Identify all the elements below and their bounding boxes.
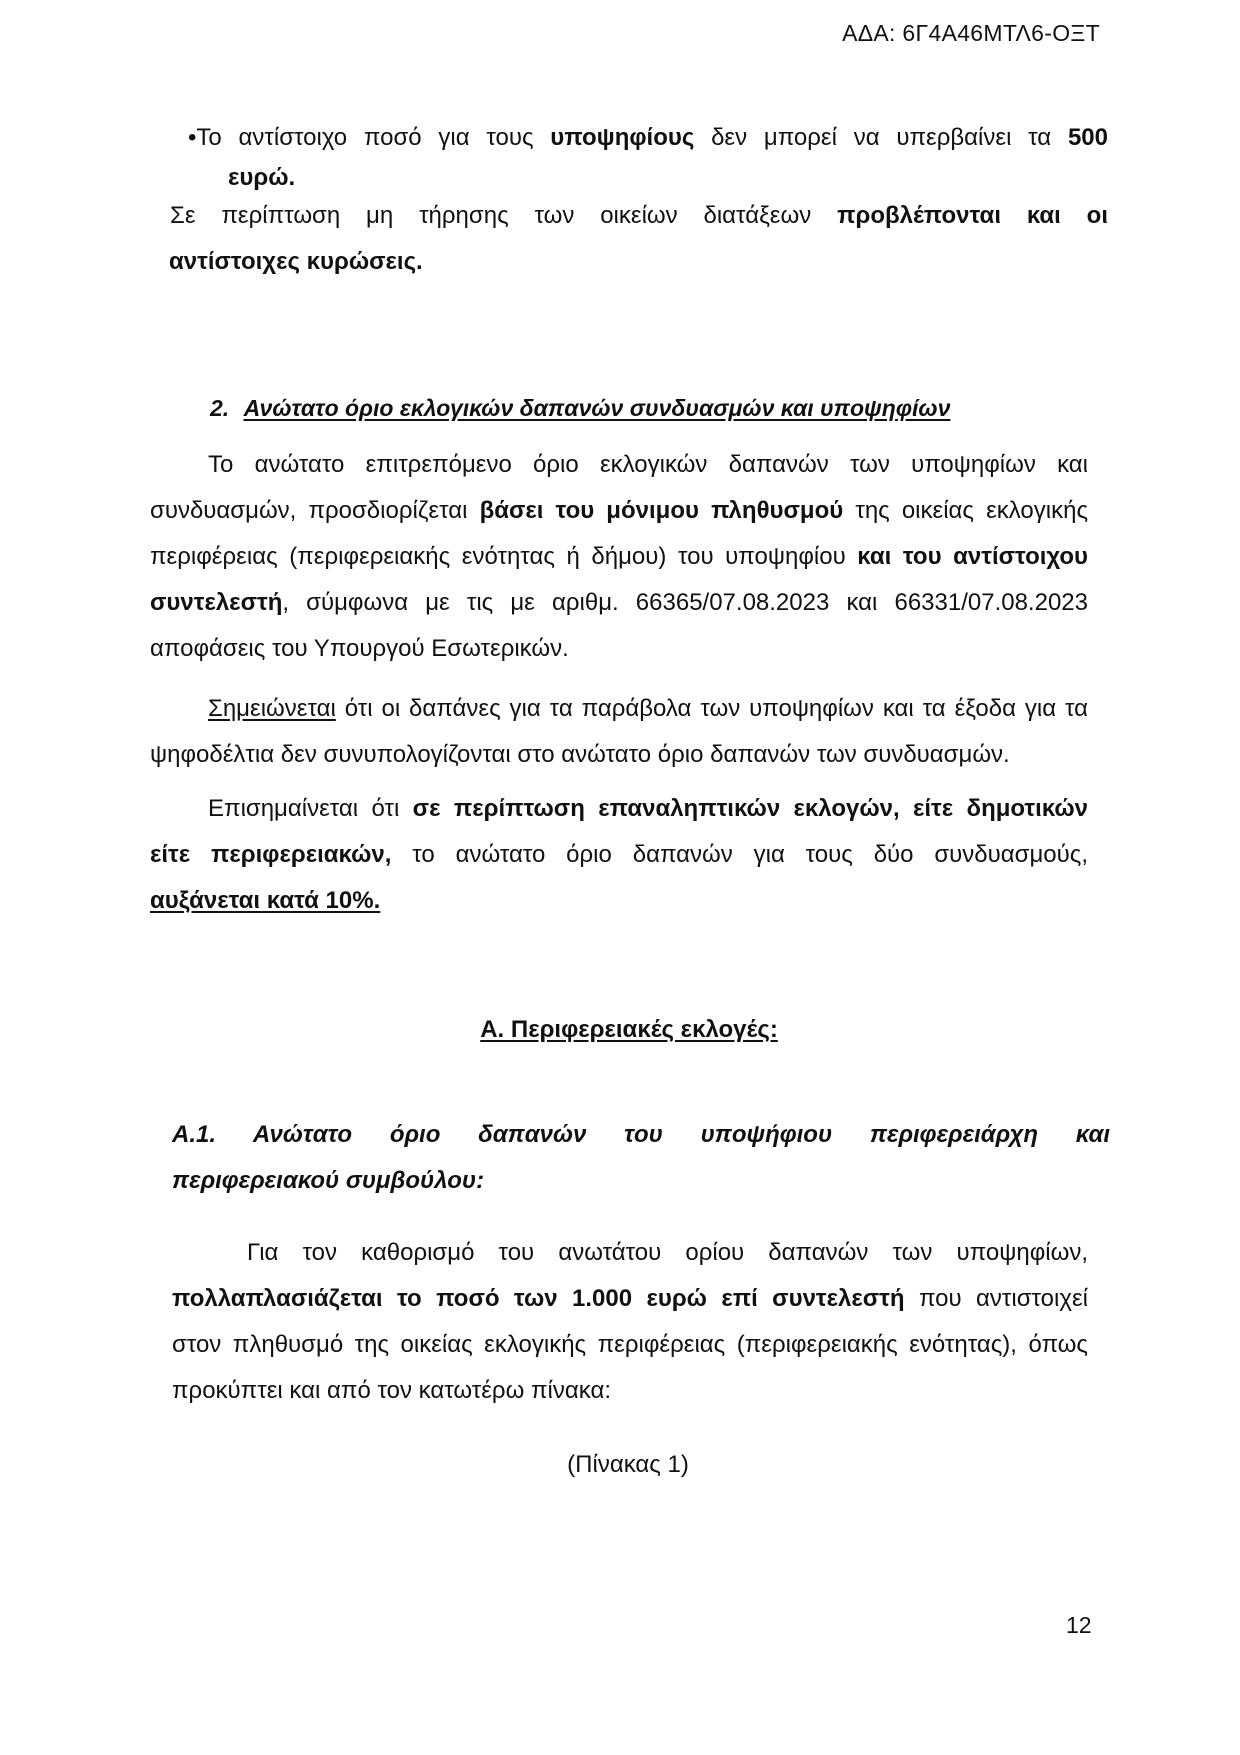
sanctions-paragraph: Σε περίπτωση μη τήρησης των οικείων διατάξεων προβλέπονται και οι αντίστοιχες κυρώσεις.	[169, 202, 1108, 275]
section-a1-heading: Α.1. Ανώτατο όριο δαπανών του υποψήφιου περιφερειάρχη και περιφερειακού συμβούλου:	[172, 1121, 1110, 1194]
bullet-item	[188, 118, 1108, 198]
table-reference: (Πίνακας 1)	[567, 1451, 689, 1478]
paragraph-calculation: Για τον καθορισμό του ανωτάτου ορίου δαπανών των υποψηφίων, πολλαπλασιάζεται το ποσό των 1.000 ευρώ επί συντελεστή που αντιστοιχεί στον πληθυσμό της οικείας εκλογικής περιφέρειας (περιφερειακής ενότητας), όπως προκύπτει και από τον κατωτέρω πίνακα:	[172, 1239, 1088, 1404]
page-number: 12	[1066, 1612, 1092, 1638]
paragraph-repeat-elections: Επισημαίνεται ότι σε περίπτωση επαναληπτικών εκλογών, είτε δημοτικών είτε περιφερειακών, το ανώτατο όριο δαπανών για τους δύο συνδυασμούς, αυξάνεται κατά 10%.	[150, 795, 1089, 914]
section-2-number: 2.	[210, 395, 230, 421]
bullet-line-1: •Το αντίστοιχο ποσό για τους υποψηφίους δεν μπορεί να υπερβαίνει τα 500	[188, 124, 1108, 151]
section-2-heading	[210, 390, 950, 426]
note-underlined: Σημειώνεται	[208, 695, 336, 722]
section-2-title: Ανώτατο όριο εκλογικών δαπανών συνδυασμών και υποψηφίων	[243, 395, 951, 421]
section-a-heading: Α. Περιφερειακές εκλογές:	[480, 1016, 778, 1043]
bullet-symbol: •	[188, 124, 197, 151]
ada-code: ΑΔΑ: 6Γ4Α46ΜΤΛ6-ΟΞΤ	[842, 20, 1100, 46]
paragraph-limit: Το ανώτατο επιτρεπόμενο όριο εκλογικών δαπανών των υποψηφίων και συνδυασμών, προσδιορίζεται βάσει του μόνιμου πληθυσμού της οικείας εκλογικής περιφέρειας (περιφερειακής ενότητας ή δήμου) του υποψηφίου και του αντίστοιχου συντελεστή, σύμφωνα με τις με αριθμ. 66365/07.08.2023 και 66331/07.08.2023 αποφάσεις του Υπουργού Εσωτερικών.	[150, 451, 1089, 662]
paragraph-note: Σημειώνεται ότι οι δαπάνες για τα παράβολα των υποψηφίων και τα έξοδα για τα ψηφοδέλτια δεν συνυπολογίζονται στο ανώτατο όριο δαπανών των συνδυασμών.	[150, 695, 1088, 768]
increase-10-percent: αυξάνεται κατά 10%.	[150, 887, 381, 914]
bullet-line-2: ευρώ.	[228, 164, 296, 191]
